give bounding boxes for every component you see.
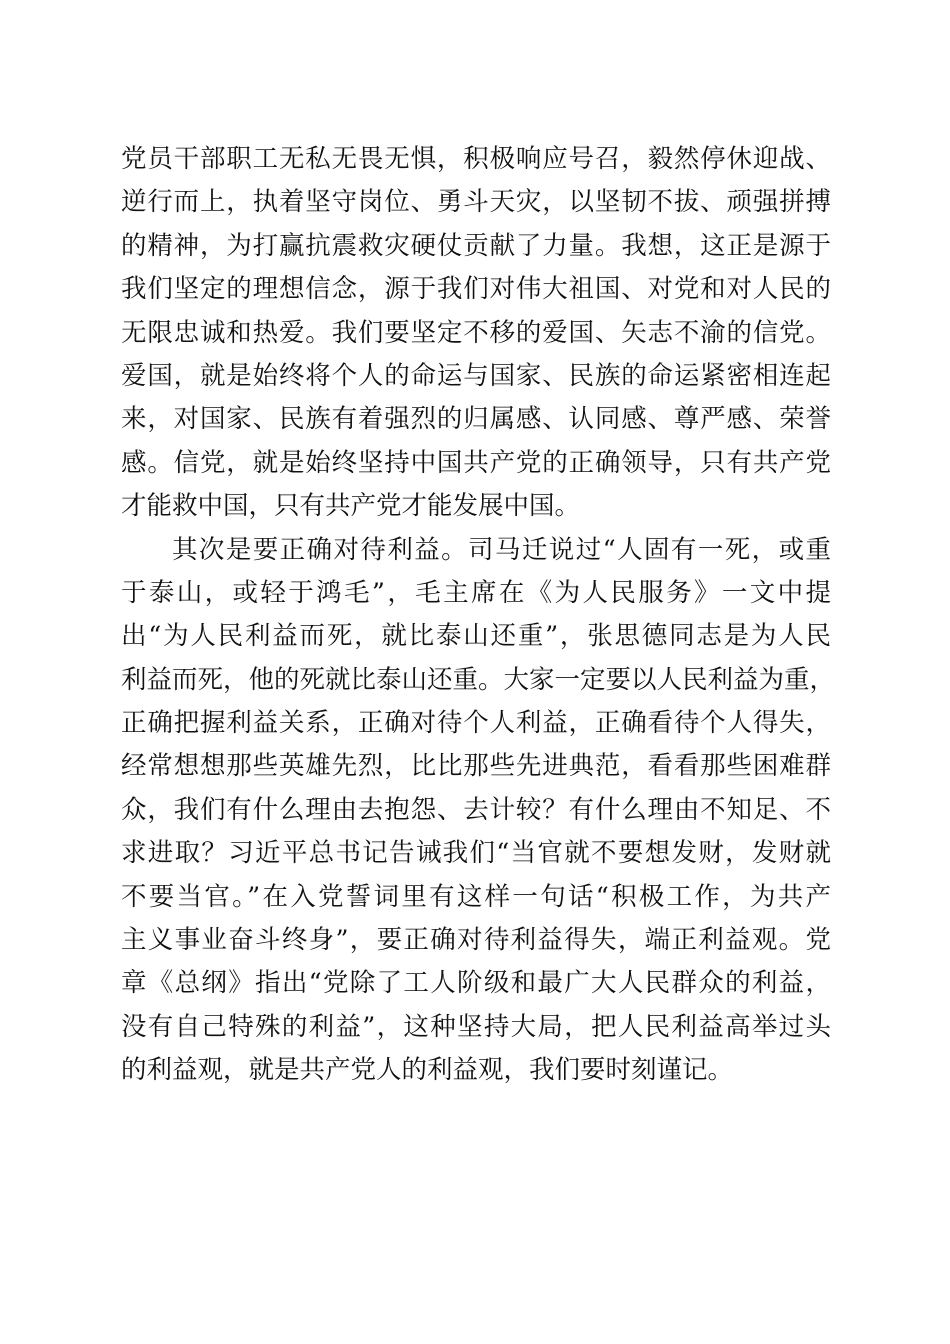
text-line: 党员干部职工无私无畏无惧，积极响应号召，毅然停休迎战、 (121, 144, 831, 174)
text-line: 我们坚定的理想信念，源于我们对伟大祖国、对党和对人民的 (121, 274, 831, 305)
text-line: 求进取？习近平总书记告诫我们“当官就不要想发财，发财就 (121, 838, 831, 869)
text-line: 经常想想那些英雄先烈，比比那些先进典范，看看那些困难群 (121, 751, 831, 782)
paragraph-start-line: 其次是要正确对待利益。司马迁说过“人固有一死，或重 (172, 534, 831, 565)
text-line: 出“为人民利益而死，就比泰山还重”，张思德同志是为人民 (121, 621, 831, 652)
text-line: 章《总纲》指出“党除了工人阶级和最广大人民群众的利益， (121, 968, 831, 999)
text-line: 没有自己特殊的利益”，这种坚持大局，把人民利益高举过头 (121, 1011, 831, 1042)
paragraph-end-line: 的利益观，就是共产党人的利益观，我们要时刻谨记。 (121, 1055, 734, 1086)
text-line: 主义事业奋斗终身”，要正确对待利益得失，端正利益观。党 (121, 925, 831, 956)
text-line: 不要当官。”在入党誓词里有这样一句话“积极工作，为共产 (121, 881, 831, 912)
text-line: 无限忠诚和热爱。我们要坚定不移的爱国、矢志不渝的信党。 (121, 317, 831, 348)
text-line: 爱国，就是始终将个人的命运与国家、民族的命运紧密相连起 (121, 360, 831, 391)
text-line: 的精神，为打赢抗震救灾硬仗贡献了力量。我想，这正是源于 (121, 230, 831, 261)
text-line: 众，我们有什么理由去抱怨、去计较？有什么理由不知足、不 (121, 794, 831, 825)
text-line: 正确把握利益关系，正确对待个人利益，正确看待个人得失， (121, 708, 831, 739)
text-line: 利益而死，他的死就比泰山还重。大家一定要以人民利益为重， (121, 664, 836, 695)
text-line: 感。信党，就是始终坚持中国共产党的正确领导，只有共产党 (121, 447, 831, 478)
text-line: 于泰山，或轻于鸿毛”，毛主席在《为人民服务》一文中提 (121, 577, 831, 608)
text-line: 来，对国家、民族有着强烈的归属感、认同感、尊严感、荣誉 (121, 404, 831, 435)
text-line: 逆行而上，执着坚守岗位、勇斗天灾，以坚韧不拔、顽强拼搏 (121, 187, 831, 218)
body-text (121, 138, 836, 1093)
paragraph-end-line: 才能救中国，只有共产党才能发展中国。 (121, 491, 581, 522)
